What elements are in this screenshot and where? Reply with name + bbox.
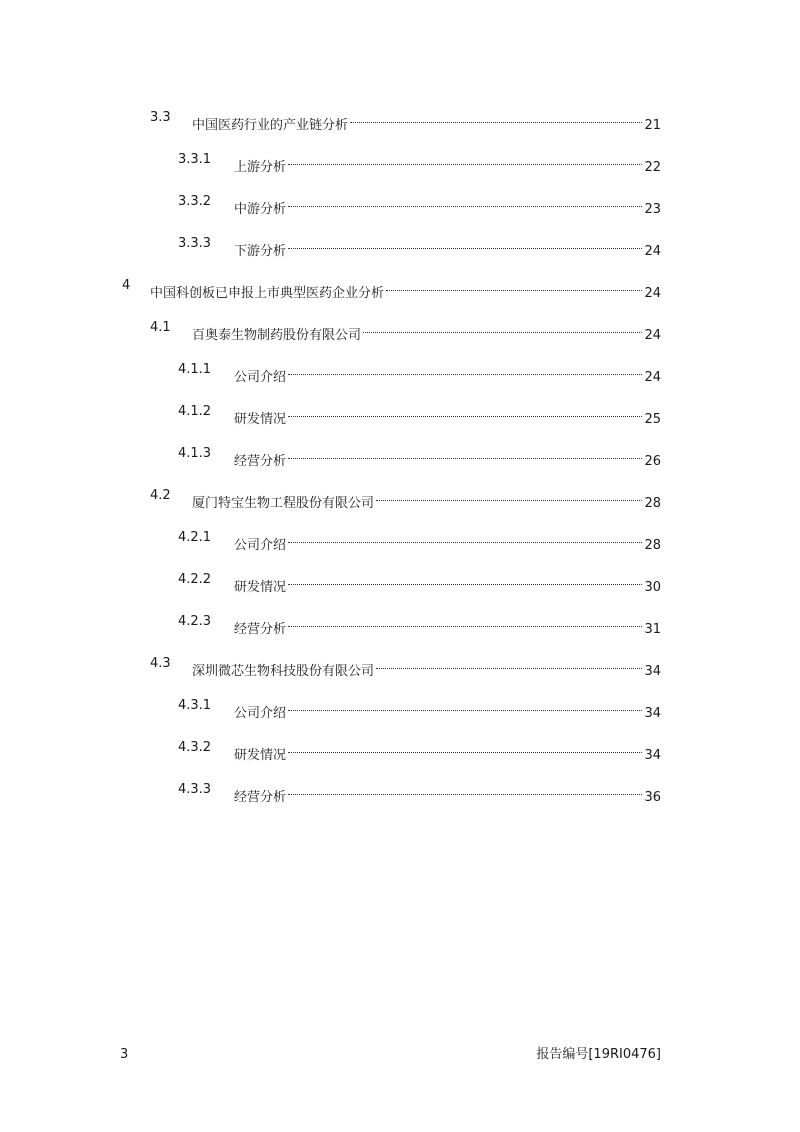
- toc-entry-page: 28: [644, 496, 661, 511]
- toc-entry-title: 经营分析: [234, 790, 287, 805]
- toc-entry-number: 3.3: [150, 110, 171, 125]
- toc-entry-title: 中国医药行业的产业链分析: [192, 118, 349, 133]
- toc-entry-number: 4.2.2: [178, 572, 212, 587]
- toc-entry-page: 21: [644, 118, 661, 133]
- toc-entry-number: 4.2.1: [178, 530, 212, 545]
- toc-entry-title: 中国科创板已申报上市典型医药企业分析: [150, 286, 385, 301]
- toc-entry[interactable]: [0, 695, 800, 721]
- toc-entry[interactable]: [0, 191, 800, 217]
- toc-leader-dots: [288, 527, 642, 549]
- toc-leader-dots: [386, 275, 642, 297]
- toc-entry[interactable]: [0, 737, 800, 763]
- toc-entry-number: 4.3.1: [178, 698, 212, 713]
- toc-entry-number: 4.3.3: [178, 782, 212, 797]
- toc-entry-number: 4.3.2: [178, 740, 212, 755]
- toc-leader-dots: [288, 695, 642, 717]
- toc-entry-page: 30: [644, 580, 661, 595]
- toc-entry-title: 公司介绍: [234, 370, 287, 385]
- toc-entry[interactable]: [0, 401, 800, 427]
- toc-entry-number: 4.1: [150, 320, 171, 335]
- toc-entry-number: 4.1.1: [178, 362, 212, 377]
- toc-entry[interactable]: [0, 569, 800, 595]
- toc-entry-title: 研发情况: [234, 580, 287, 595]
- toc-entry-number: 4.2.3: [178, 614, 212, 629]
- footer-page-number: 3: [120, 1047, 129, 1062]
- toc-entry-title: 厦门特宝生物工程股份有限公司: [192, 496, 375, 511]
- toc-entry-page: 34: [644, 748, 661, 763]
- toc-entry[interactable]: [0, 485, 800, 511]
- toc-leader-dots: [363, 317, 642, 339]
- toc-entry[interactable]: [0, 317, 800, 343]
- toc-entry-number: 4.1.3: [178, 446, 212, 461]
- toc-entry-page: 34: [644, 706, 661, 721]
- toc-entry[interactable]: [0, 149, 800, 175]
- toc-entry-number: 3.3.3: [178, 236, 212, 251]
- toc-entry-page: 24: [644, 286, 661, 301]
- toc-entry-number: 3.3.2: [178, 194, 212, 209]
- toc-leader-dots: [288, 401, 642, 423]
- toc-entry-page: 28: [644, 538, 661, 553]
- toc-leader-dots: [288, 443, 642, 465]
- toc-entry-page: 24: [644, 328, 661, 343]
- toc-leader-dots: [288, 359, 642, 381]
- toc-leader-dots: [376, 653, 642, 675]
- toc-entry-title: 中游分析: [234, 202, 287, 217]
- toc-entry[interactable]: [0, 527, 800, 553]
- toc-entry-title: 下游分析: [234, 244, 287, 259]
- toc-entry-title: 公司介绍: [234, 538, 287, 553]
- toc-entry-title: 经营分析: [234, 454, 287, 469]
- toc-leader-dots: [288, 779, 642, 801]
- toc-leader-dots: [288, 233, 642, 255]
- toc-entry-page: 26: [644, 454, 661, 469]
- toc-entry-page: 22: [644, 160, 661, 175]
- toc-entry-number: 4.1.2: [178, 404, 212, 419]
- toc-entry[interactable]: [0, 611, 800, 637]
- toc-entry[interactable]: [0, 359, 800, 385]
- toc-entry[interactable]: [0, 443, 800, 469]
- toc-entry-page: 34: [644, 664, 661, 679]
- toc-entry[interactable]: [0, 107, 800, 133]
- toc-entry-title: 研发情况: [234, 748, 287, 763]
- toc-entry-title: 上游分析: [234, 160, 287, 175]
- toc-entry-title: 深圳微芯生物科技股份有限公司: [192, 664, 375, 679]
- toc-leader-dots: [376, 485, 642, 507]
- toc-entry-title: 百奥泰生物制药股份有限公司: [192, 328, 362, 343]
- toc-entry-title: 研发情况: [234, 412, 287, 427]
- toc-entry-number: 4.2: [150, 488, 171, 503]
- footer-report-id: 报告编号[19RI0476]: [536, 1047, 661, 1062]
- toc-entry-title: 公司介绍: [234, 706, 287, 721]
- toc-entry-page: 24: [644, 370, 661, 385]
- toc-leader-dots: [288, 611, 642, 633]
- toc-entry[interactable]: [0, 653, 800, 679]
- toc-leader-dots: [350, 107, 642, 129]
- toc-entry-page: 24: [644, 244, 661, 259]
- toc-entry-number: 4.3: [150, 656, 171, 671]
- toc-leader-dots: [288, 149, 642, 171]
- toc-entry-number: 4: [122, 278, 131, 293]
- toc-entry-page: 25: [644, 412, 661, 427]
- toc-leader-dots: [288, 569, 642, 591]
- toc-entry-title: 经营分析: [234, 622, 287, 637]
- toc-entry[interactable]: [0, 275, 800, 301]
- toc-entry-number: 3.3.1: [178, 152, 212, 167]
- toc-entry[interactable]: [0, 233, 800, 259]
- toc-entry[interactable]: [0, 779, 800, 805]
- toc-entry-page: 23: [644, 202, 661, 217]
- toc-leader-dots: [288, 191, 642, 213]
- toc-entry-page: 31: [644, 622, 661, 637]
- toc-entry-page: 36: [644, 790, 661, 805]
- toc-leader-dots: [288, 737, 642, 759]
